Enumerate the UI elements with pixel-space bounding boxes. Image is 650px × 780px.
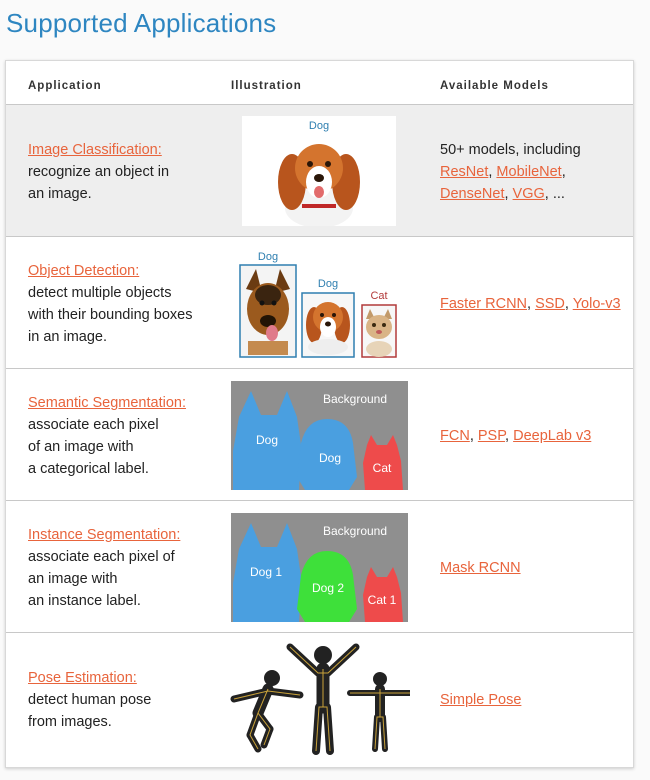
- page-title: Supported Applications: [6, 8, 277, 38]
- application-cell: [28, 260, 192, 348]
- description-line: associate each pixel of: [28, 549, 175, 565]
- description-line: associate each pixel: [28, 417, 159, 433]
- models-cell: [440, 557, 521, 579]
- description-line: detect multiple objects: [28, 285, 172, 301]
- model-link-densenet[interactable]: DenseNet: [440, 186, 505, 202]
- table-row: [6, 501, 633, 633]
- model-link-fcn[interactable]: FCN: [440, 428, 470, 444]
- dog-2-label: Dog 2: [311, 581, 345, 595]
- pose-estimation-link[interactable]: Pose Estimation:: [28, 670, 137, 686]
- model-link-vgg[interactable]: VGG: [512, 186, 545, 202]
- instance-segmentation-illustration: [231, 513, 408, 622]
- model-link-mobilenet[interactable]: MobileNet: [496, 164, 562, 180]
- description-line: an instance label.: [28, 593, 141, 609]
- column-header-illustration: Illustration: [231, 80, 302, 92]
- application-cell: [28, 392, 186, 480]
- instance-segmentation-link[interactable]: Instance Segmentation:: [28, 527, 181, 543]
- spaniel-image: [306, 302, 350, 355]
- column-header-application: Application: [28, 80, 102, 92]
- description-line: an image.: [28, 186, 92, 202]
- models-cell: [440, 689, 521, 711]
- description-line: in an image.: [28, 329, 107, 345]
- description-line: a categorical label.: [28, 461, 149, 477]
- description-line: with their bounding boxes: [28, 307, 193, 323]
- model-link-yolo-v3[interactable]: Yolo-v3: [572, 296, 621, 312]
- application-cell: [28, 667, 151, 733]
- models-intro: 50+ models, including: [440, 142, 581, 158]
- dog-label: Dog: [308, 120, 330, 132]
- model-link-deeplab-v3[interactable]: DeepLab v3: [513, 428, 592, 444]
- table-row: [6, 633, 633, 767]
- applications-table: [5, 60, 634, 768]
- dog-label: Dog: [255, 433, 279, 447]
- dog-label: Dog: [317, 278, 339, 290]
- description-line: recognize an object in: [28, 164, 170, 180]
- description-line: an image with: [28, 571, 118, 587]
- classification-illustration: [242, 116, 396, 226]
- cat-label: Cat: [370, 290, 388, 302]
- dog-1-label: Dog 1: [249, 565, 283, 579]
- dog-image: [278, 144, 360, 226]
- application-cell: [28, 139, 169, 205]
- pose-estimation-illustration: [230, 641, 410, 755]
- column-header-models: Available Models: [440, 80, 549, 92]
- model-link-ssd[interactable]: SSD: [535, 296, 565, 312]
- cat-label: Cat: [372, 461, 392, 475]
- models-cell: Faster RCNN, SSD, Yolo-v3: [440, 296, 621, 312]
- cat-image: [366, 309, 392, 357]
- dog-label: Dog: [257, 251, 279, 263]
- table-row: [6, 237, 633, 369]
- table-header: [6, 61, 633, 105]
- model-link-mask-rcnn[interactable]: Mask RCNN: [440, 560, 521, 576]
- description-line: of an image with: [28, 439, 134, 455]
- object-detection-link[interactable]: Object Detection:: [28, 263, 140, 279]
- cat-1-label: Cat 1: [367, 593, 397, 607]
- model-link-faster-rcnn[interactable]: Faster RCNN: [440, 296, 528, 312]
- models-more: ...: [552, 186, 565, 202]
- dog-label: Dog: [318, 451, 342, 465]
- application-cell: [28, 524, 180, 612]
- model-link-resnet[interactable]: ResNet: [440, 164, 489, 180]
- background-label: Background: [322, 392, 388, 406]
- table-row: [6, 105, 633, 237]
- description-line: detect human pose: [28, 692, 152, 708]
- models-cell: FCN, PSP, DeepLab v3: [440, 428, 592, 444]
- image-classification-link[interactable]: Image Classification:: [28, 142, 162, 158]
- semantic-segmentation-illustration: [231, 381, 408, 490]
- table-row: [6, 369, 633, 501]
- models-cell: 50+ models, including ResNet, MobileNet, DenseNet, VGG, ...: [440, 142, 581, 202]
- semantic-segmentation-link[interactable]: Semantic Segmentation:: [28, 395, 186, 411]
- detection-illustration: [238, 249, 400, 361]
- model-link-psp[interactable]: PSP: [477, 428, 506, 444]
- description-line: from images.: [28, 714, 112, 730]
- background-label: Background: [322, 524, 388, 538]
- model-link-simple-pose[interactable]: Simple Pose: [440, 692, 522, 708]
